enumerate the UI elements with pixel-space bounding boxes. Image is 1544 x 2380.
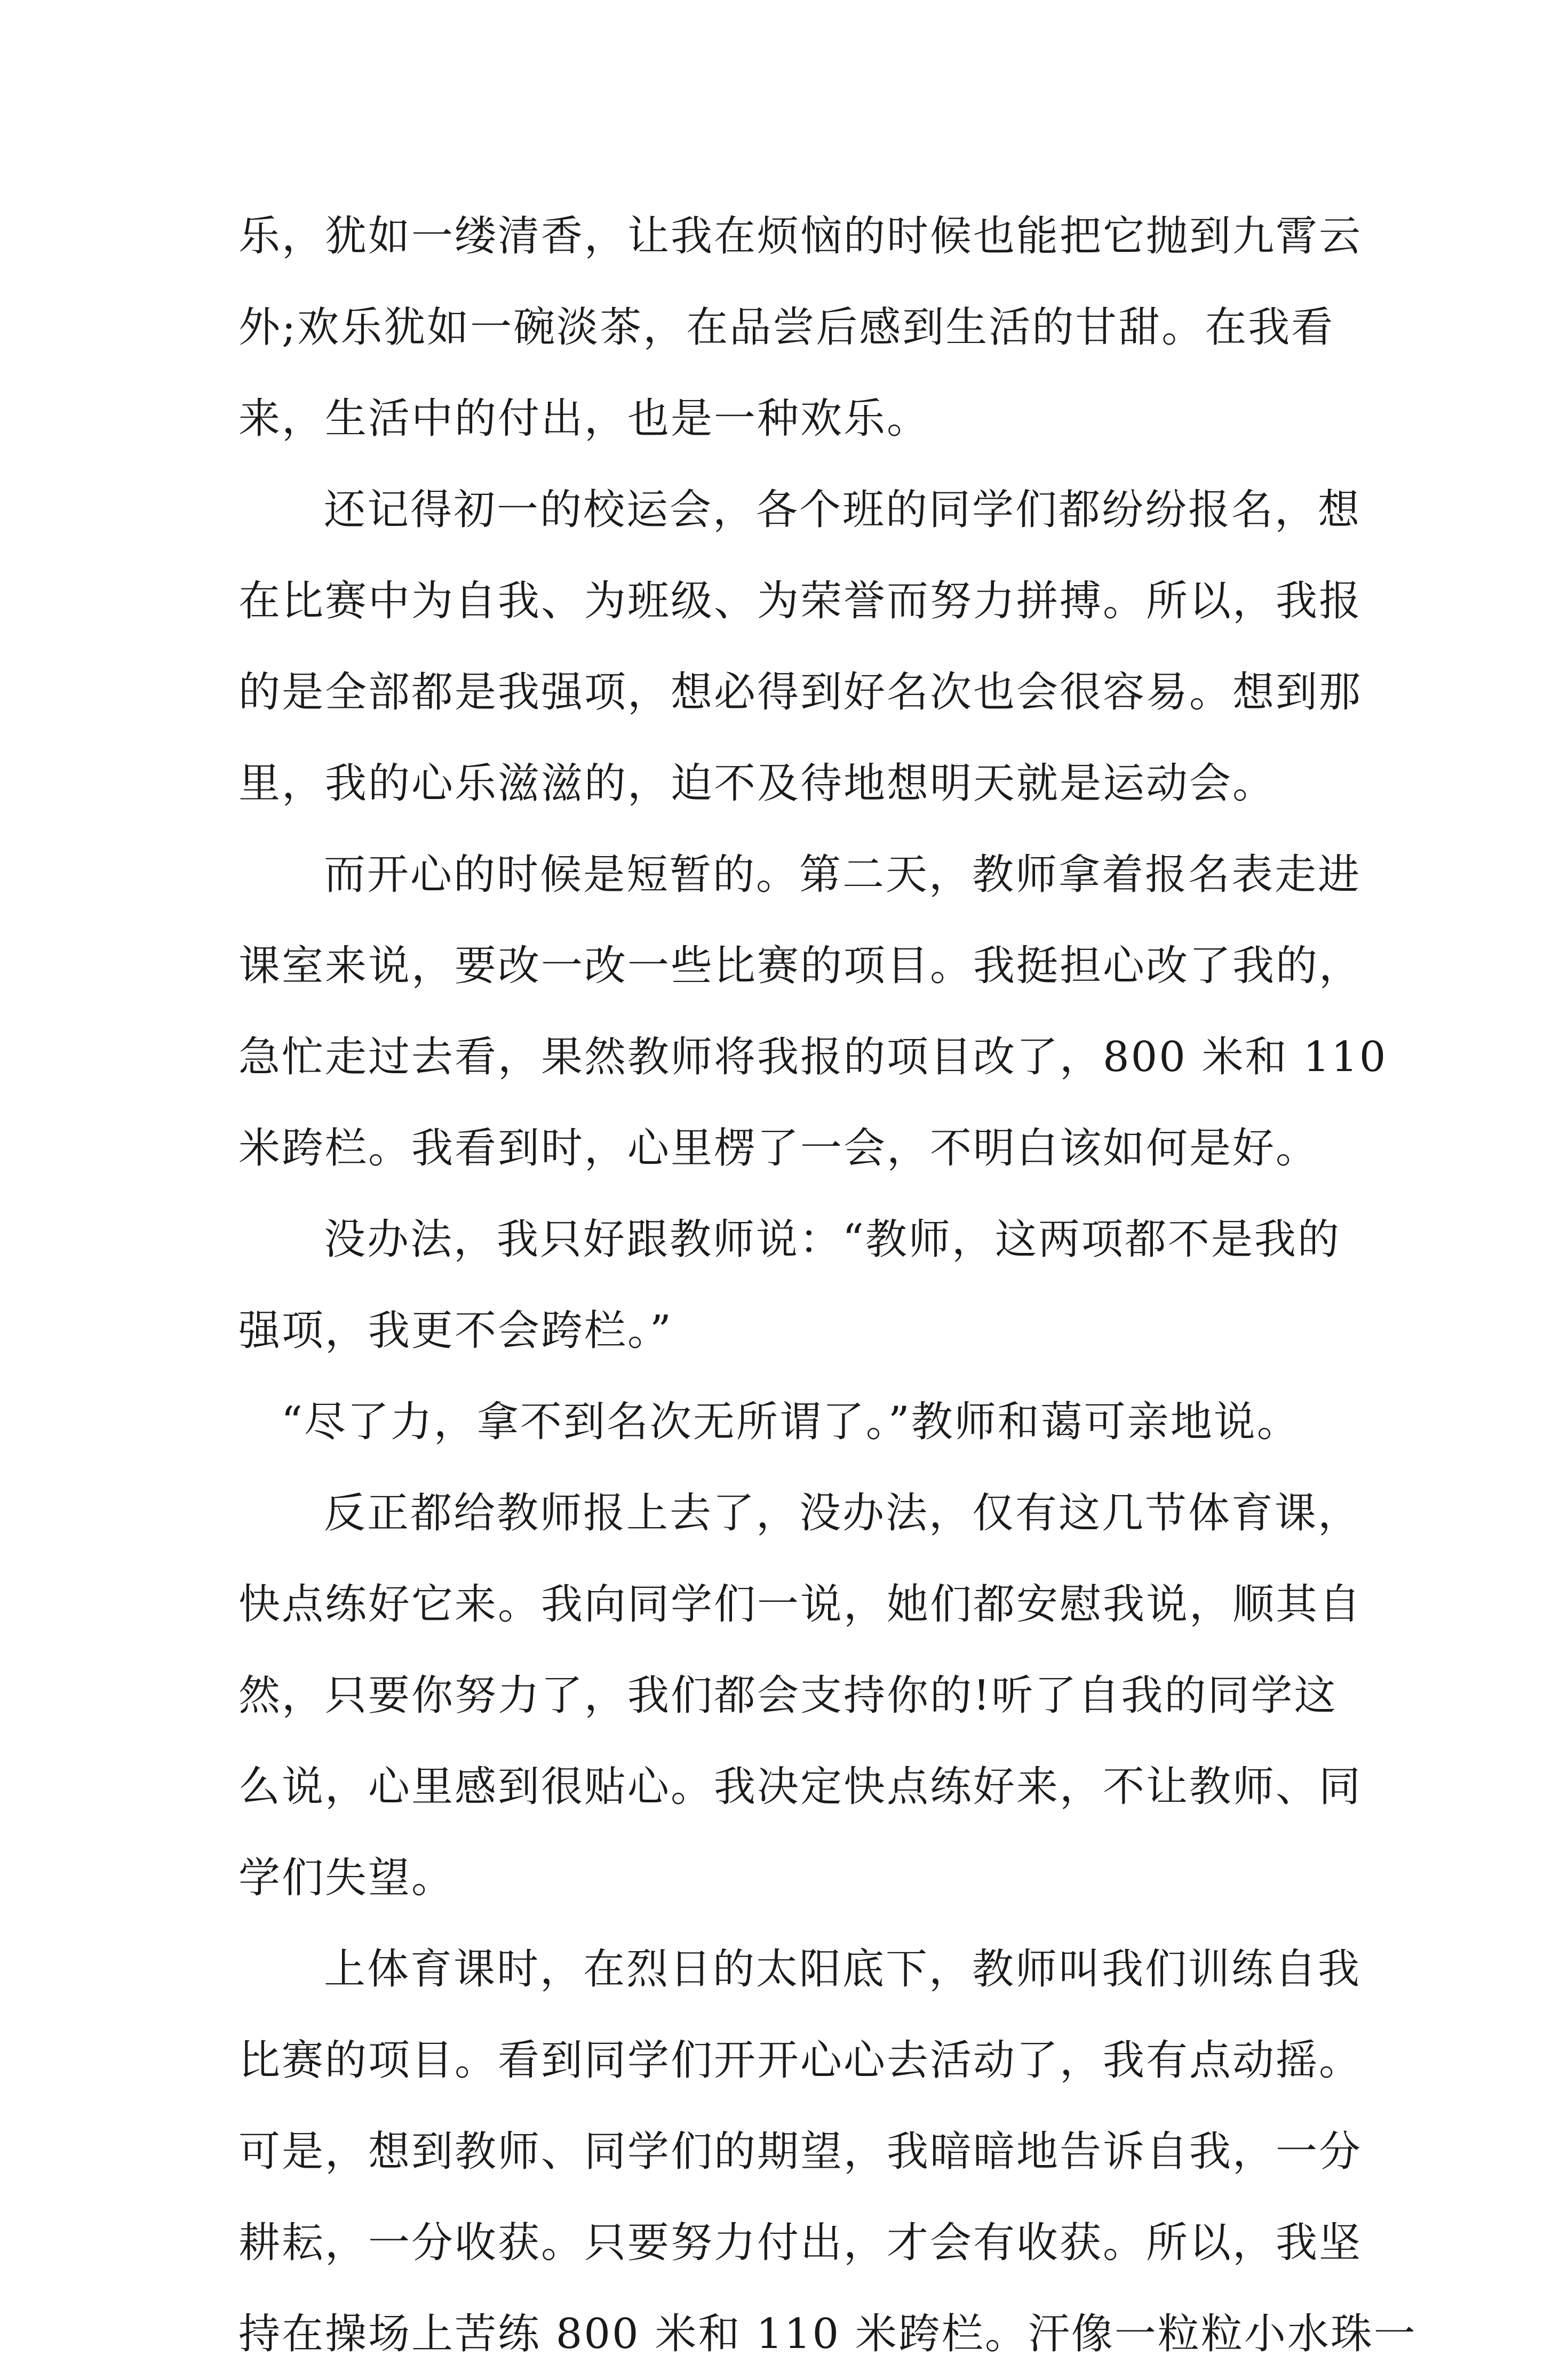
paragraph-first-line: “尽了力，拿不到名次无所谓了。”教师和蔼可亲地说。 (281, 1398, 1300, 1446)
text-line: 比赛的项目。看到同学们开开心心去活动了，我有点动摇。 (238, 2036, 1363, 2085)
text-line: 然，只要你努力了，我们都会支持你的!听了自我的同学这 (238, 1672, 1338, 1720)
text-line: 的是全部都是我强项，想必得到好名次也会很容易。想到那 (238, 668, 1363, 716)
text-line: 耕耘，一分收获。只要努力付出，才会有收获。所以，我坚 (238, 2219, 1363, 2267)
paragraph-first-line: 而开心的时候是短暂的。第二天，教师拿着报名表走进 (324, 851, 1362, 899)
text-line: 急忙走过去看，果然教师将我报的项目改了，800 米和 110 (238, 1033, 1388, 1081)
text-line: 学们失望。 (238, 1854, 455, 1902)
text-line: 来，生活中的付出，也是一种欢乐。 (238, 395, 930, 443)
text-line: 米跨栏。我看到时，心里楞了一会，不明白该如何是好。 (238, 1124, 1319, 1172)
text-line: 课室来说，要改一改一些比赛的项目。我挺担心改了我的， (238, 942, 1363, 990)
body-text (238, 191, 1417, 2380)
text-line: 外;欢乐犹如一碗淡茶，在品尝后感到生活的甘甜。在我看 (238, 304, 1335, 352)
text-line: 么说，心里感到很贴心。我决定快点练好来，不让教师、同 (238, 1763, 1363, 1811)
paragraph-first-line: 上体育课时，在烈日的太阳底下，教师叫我们训练自我 (324, 1945, 1362, 1993)
text-line: 快点练好它来。我向同学们一说，她们都安慰我说，顺其自 (238, 1580, 1363, 1628)
text-line: 乐，犹如一缕清香，让我在烦恼的时候也能把它抛到九霄云 (238, 212, 1363, 260)
text-line: 在比赛中为自我、为班级、为荣誉而努力拼搏。所以，我报 (238, 577, 1363, 625)
paragraph-first-line: 反正都给教师报上去了，没办法，仅有这几节体育课， (324, 1489, 1362, 1537)
paragraph-first-line: 没办法，我只好跟教师说：“教师，这两项都不是我的 (324, 1216, 1341, 1264)
text-line: 里，我的心乐滋滋的，迫不及待地想明天就是运动会。 (238, 760, 1276, 808)
paragraph-first-line: 还记得初一的校运会，各个班的同学们都纷纷报名，想 (324, 486, 1362, 534)
text-line: 可是，想到教师、同学们的期望，我暗暗地告诉自我，一分 (238, 2128, 1363, 2176)
text-line: 强项，我更不会跨栏。” (238, 1307, 673, 1355)
text-line: 持在操场上苦练 800 米和 110 米跨栏。汗像一粒粒小水珠一 (238, 2310, 1417, 2358)
